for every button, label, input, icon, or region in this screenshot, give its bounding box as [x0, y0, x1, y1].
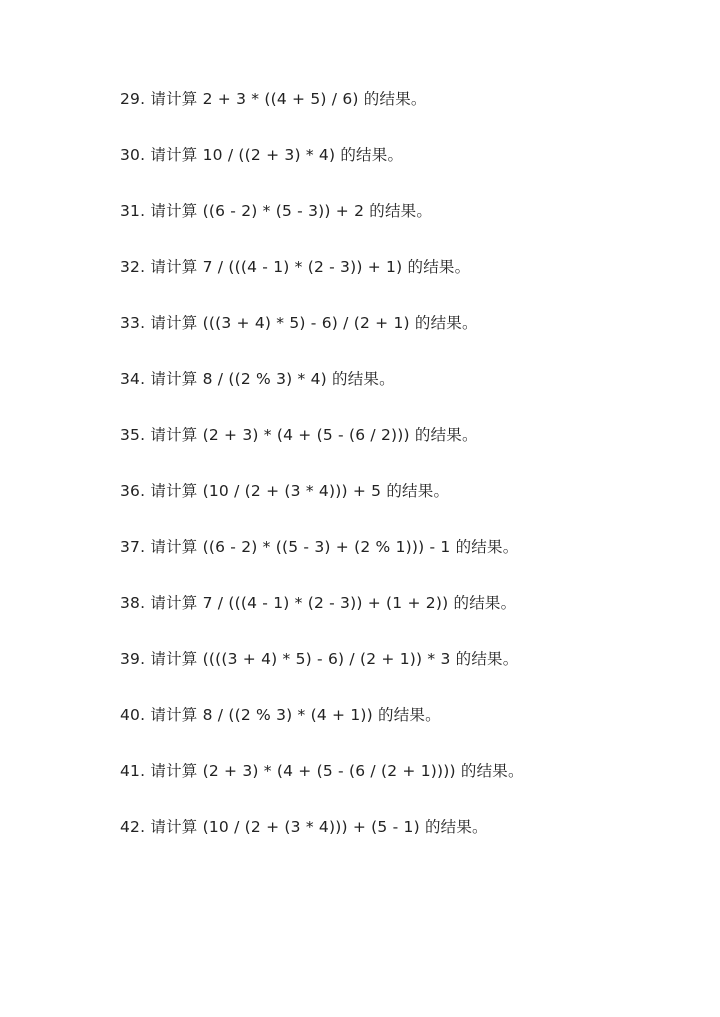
question-29: 29. 请计算 2 + 3 * ((4 + 5) / 6) 的结果。	[120, 90, 427, 108]
question-33: 33. 请计算 (((3 + 4) * 5) - 6) / (2 + 1) 的结果。	[120, 314, 478, 332]
question-36: 36. 请计算 (10 / (2 + (3 * 4))) + 5 的结果。	[120, 482, 450, 500]
question-35: 35. 请计算 (2 + 3) * (4 + (5 - (6 / 2))) 的结果。	[120, 426, 478, 444]
question-40: 40. 请计算 8 / ((2 % 3) * (4 + 1)) 的结果。	[120, 706, 441, 724]
question-39: 39. 请计算 ((((3 + 4) * 5) - 6) / (2 + 1)) * 3 的结果。	[120, 650, 519, 668]
question-32: 32. 请计算 7 / (((4 - 1) * (2 - 3)) + 1) 的结果。	[120, 258, 471, 276]
question-30: 30. 请计算 10 / ((2 + 3) * 4) 的结果。	[120, 146, 404, 164]
question-31: 31. 请计算 ((6 - 2) * (5 - 3)) + 2 的结果。	[120, 202, 433, 220]
question-42: 42. 请计算 (10 / (2 + (3 * 4))) + (5 - 1) 的结果。	[120, 818, 488, 836]
question-list	[120, 86, 524, 870]
question-38: 38. 请计算 7 / (((4 - 1) * (2 - 3)) + (1 + 2)) 的结果。	[120, 594, 517, 612]
question-41: 41. 请计算 (2 + 3) * (4 + (5 - (6 / (2 + 1)))) 的结果。	[120, 762, 524, 780]
question-34: 34. 请计算 8 / ((2 % 3) * 4) 的结果。	[120, 370, 395, 388]
question-37: 37. 请计算 ((6 - 2) * ((5 - 3) + (2 % 1))) - 1 的结果。	[120, 538, 519, 556]
